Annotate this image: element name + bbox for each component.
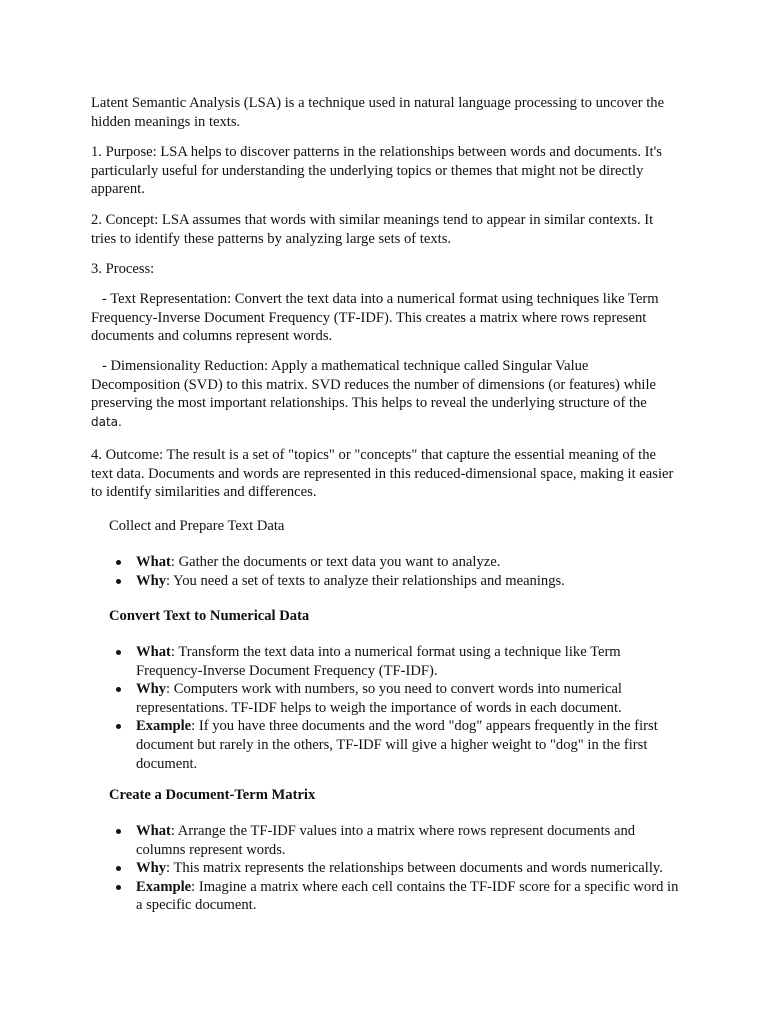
bullet-icon — [116, 866, 121, 871]
bullet-icon — [116, 579, 121, 584]
dimensionality-reduction-paragraph — [91, 357, 681, 431]
item-label: Why — [136, 681, 167, 698]
bullet-icon — [116, 724, 121, 729]
concept-paragraph: 2. Concept: LSA assumes that words with similar meanings tend to appear in similar contexts. It tries to identify these patterns by analyzing large sets of texts. — [91, 212, 654, 247]
matrix-list — [109, 822, 681, 915]
bullet-icon — [116, 885, 121, 890]
intro-paragraph: Latent Semantic Analysis (LSA) is a technique used in natural language processing to uncover the hidden meanings in texts. — [91, 95, 665, 130]
list-item — [109, 878, 681, 915]
item-text: : Imagine a matrix where each cell contains the TF-IDF score for a specific word in a specific document. — [136, 878, 679, 914]
list-item — [109, 572, 681, 591]
bullet-icon — [116, 650, 121, 655]
item-text: : Arrange the TF-IDF values into a matrix where rows represent documents and columns represent words. — [136, 823, 636, 858]
item-text: : This matrix represents the relationships between documents and words numerically. — [166, 860, 663, 877]
item-text: : If you have three documents and the word "dog" appears frequently in the first document but rarely in the others, TF-IDF will give a higher weight to "dog" in the first document. — [136, 718, 658, 772]
convert-list — [109, 643, 681, 773]
item-label: Why — [136, 572, 167, 589]
item-text: : Computers work with numbers, so you need to convert words into numerical representations. TF-IDF helps to weigh the importance of words in each document. — [136, 681, 622, 716]
bullet-icon — [116, 829, 121, 834]
item-label: Example — [136, 878, 192, 895]
item-label: What — [136, 823, 171, 839]
list-item — [109, 822, 681, 859]
list-item — [109, 680, 681, 717]
dimensionality-reduction-text: - Dimensionality Reduction: Apply a mathematical technique called Singular Value Decomposition (SVD) to this matrix. SVD reduces the number of dimensions (or features) while preserving the most important relationships. This helps to reveal the underlying structure of the — [91, 358, 656, 412]
item-label: Why — [136, 860, 167, 877]
list-item — [109, 643, 681, 680]
item-text: : Gather the documents or text data you want to analyze. — [170, 554, 501, 570]
section-heading-convert: Convert Text to Numerical Data — [109, 608, 310, 624]
section-heading-collect: Collect and Prepare Text Data — [109, 518, 285, 534]
item-label: What — [136, 644, 171, 660]
list-item — [109, 553, 681, 572]
bullet-icon — [116, 560, 121, 565]
outcome-paragraph: 4. Outcome: The result is a set of "topics" or "concepts" that capture the essential meaning of the text data. Documents and words are represented in this reduced-dimensional space, making it easier to identify similarities and differences. — [91, 447, 674, 501]
bullet-icon — [116, 687, 121, 692]
item-label: Example — [136, 718, 192, 735]
item-text: : You need a set of texts to analyze their relationships and meanings. — [166, 572, 565, 589]
item-label: What — [136, 554, 171, 570]
dimensionality-reduction-tail: data. — [91, 414, 122, 429]
list-item — [109, 717, 681, 773]
text-representation-paragraph: - Text Representation: Convert the text data into a numerical format using techniques like Term Frequency-Inverse Document Frequency (TF-IDF). This creates a matrix where rows represent documents and columns represent words. — [91, 291, 659, 345]
process-heading: 3. Process: — [91, 261, 155, 277]
collect-list — [109, 553, 681, 590]
purpose-paragraph: 1. Purpose: LSA helps to discover patterns in the relationships between words and documents. It's particularly useful for understanding the underlying topics or themes that might not be directly apparent. — [91, 144, 662, 198]
item-text: : Transform the text data into a numerical format using a technique like Term Frequency-Inverse Document Frequency (TF-IDF). — [136, 644, 621, 679]
section-heading-matrix: Create a Document-Term Matrix — [109, 787, 316, 803]
list-item — [109, 859, 681, 878]
